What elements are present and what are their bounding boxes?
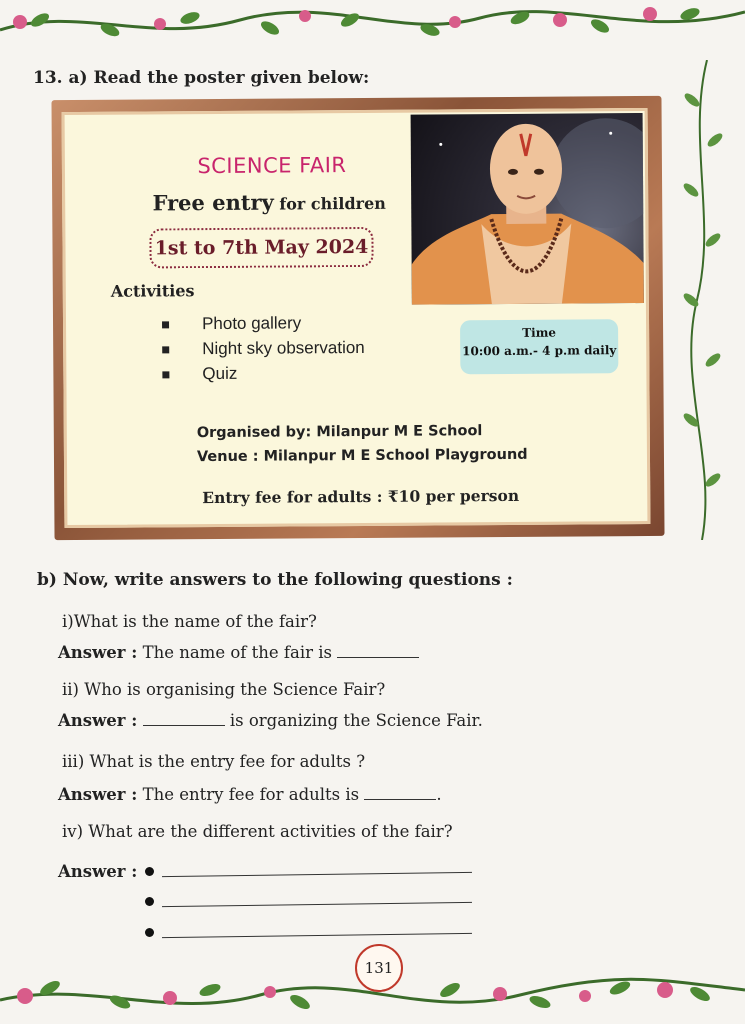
free-entry-text: Free entry <box>152 189 274 216</box>
question-b-title: b) Now, write answers to the following questions : <box>37 570 513 590</box>
floral-border-top <box>0 0 745 50</box>
poster-frame <box>51 96 664 540</box>
answer-line[interactable] <box>162 902 472 907</box>
bullet-icon <box>145 928 154 937</box>
question-4: iv) What are the different activities of the fair? <box>62 822 453 841</box>
square-bullet-icon <box>162 346 169 353</box>
time-badge <box>460 319 618 374</box>
answer-blank[interactable] <box>337 645 419 658</box>
floral-border-right <box>677 60 727 540</box>
answer-blank[interactable] <box>143 713 225 726</box>
list-item <box>154 363 365 389</box>
activities-heading: Activities <box>110 281 195 301</box>
bullet-icon <box>145 867 154 876</box>
question-1: i)What is the name of the fair? <box>62 612 317 631</box>
answer-3 <box>58 785 442 804</box>
activity-label: Quiz <box>202 363 238 384</box>
answer-end: . <box>436 785 442 804</box>
answer-4-label <box>58 862 137 881</box>
answer-text: The entry fee for adults is <box>142 785 360 804</box>
answer-label: Answer : <box>58 862 138 881</box>
organiser-block <box>197 419 528 469</box>
page-number: 131 <box>355 944 403 992</box>
activity-label: Photo gallery <box>201 313 302 334</box>
answer-2 <box>58 711 483 730</box>
answer-1 <box>58 643 419 662</box>
answer-line[interactable] <box>162 872 472 877</box>
list-item <box>154 338 365 364</box>
answer-label: Answer : <box>58 711 138 730</box>
scholar-portrait-image <box>411 113 644 305</box>
answer-text: is organizing the Science Fair. <box>229 711 483 730</box>
venue-text: Venue : Milanpur M E School Playground <box>196 446 528 466</box>
activities-list <box>154 313 365 389</box>
time-label: Time <box>522 325 557 340</box>
organised-by-text: Organised by: Milanpur M E School <box>196 423 483 442</box>
question-3: iii) What is the entry fee for adults ? <box>62 752 366 771</box>
square-bullet-icon <box>162 371 169 378</box>
poster <box>62 108 651 528</box>
answer-line[interactable] <box>162 933 472 938</box>
answer-label: Answer : <box>58 643 138 662</box>
answer-blank[interactable] <box>364 787 436 800</box>
square-bullet-icon <box>162 321 169 328</box>
free-entry-line <box>149 189 389 216</box>
entry-fee-text: Entry fee for adults : ₹10 per person <box>202 485 520 508</box>
question-2: ii) Who is organising the Science Fair? <box>62 680 386 699</box>
for-children-text: for children <box>279 193 386 214</box>
poster-title: SCIENCE FAIR <box>197 153 347 179</box>
answer-text: The name of the fair is <box>142 643 332 662</box>
bullet-icon <box>145 897 154 906</box>
fair-date: 1st to 7th May 2024 <box>149 227 373 269</box>
time-value: 10:00 a.m.- 4 p.m daily <box>462 343 617 359</box>
answer-label: Answer : <box>58 785 138 804</box>
activity-label: Night sky observation <box>202 337 365 359</box>
list-item <box>154 313 365 339</box>
question-13a-title: 13. a) Read the poster given below: <box>33 68 370 88</box>
